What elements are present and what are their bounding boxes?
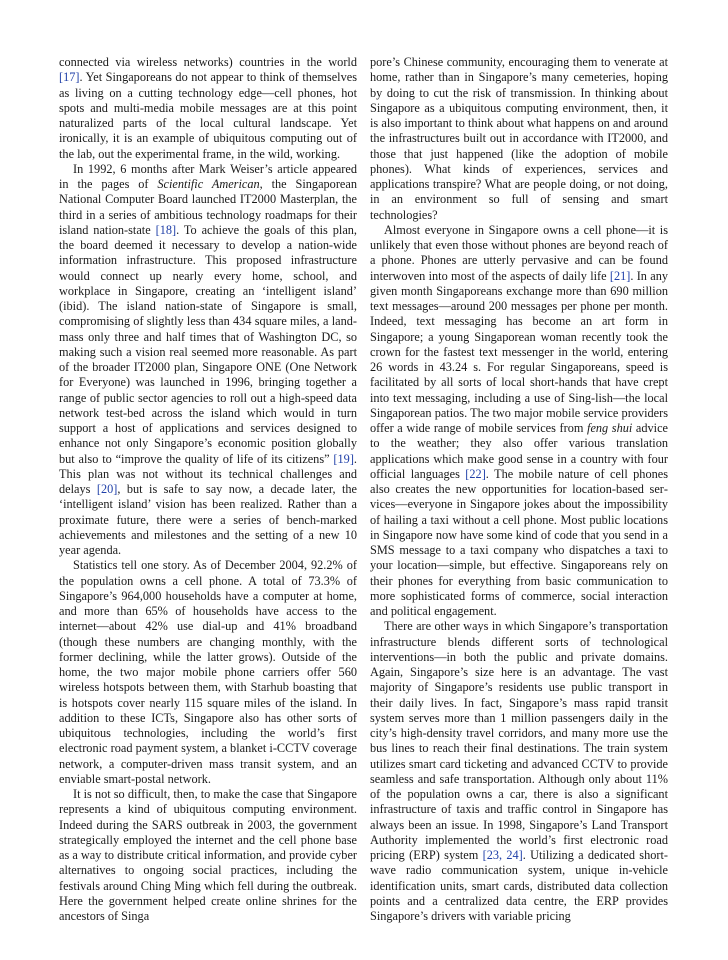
paragraph: Statistics tell one story. As of December 2004, 92.2% of the population owns a cell phone. A total of 73.3% of Singapore’s 964,000 households have a computer at home, and more than 65% of households have access to the internet—about 42% use dial-up and 41% broadband (though these numbers are changing monthly, with the former declining, while the latter grows). Outside of the home, the two major mobile phone carriers offer 560 wireless hotspots between them, with Starhub boasting that is hotspots cover nearly 115 square miles of the island. In addition to these ICTs, Singapore also has other sorts of ubiquitous technologies, including the world’s first electronic road payment system, a blanket i-CCTV coverage network, a computer-driven mass transit system, and an enviable smart-postal network. (59, 558, 357, 786)
citation-link[interactable]: [19] (333, 451, 354, 466)
paragraph: Almost everyone in Singapore owns a cell phone—it is unlikely that even those without phones are beyond reach of a phone. Phones are utterly pervasive and can be found interwoven into most of the aspects of daily life [21]. In any given month Singaporeans exchange more than 690 million text messages—around 200 messages per phone per month. Indeed, text messaging has become an art form in Singapore; a young Singaporean woman recently took the crown for the fastest text messenger in the world, entering 26 words in 43.24 s. For regular Singaporeans, speed is facilitated by all sorts of local short-hands that have crept into text messaging, including a use of Sing-lish—the local Singaporean patios. The two major mobile service providers offer a wide range of mobile services from feng shui advice to the weather; they also offer various translation applications which make good sense in a country with four official languages [22]. The mobile nature of cell phones also creates the new opportunities for location-based services—everyone in Singapore jokes about the impossibility of hailing a taxi without a cell phone. Most public locations in Singapore now have some kind of code that you send in a SMS message to a taxi company who dispatches a taxi to your location—simple, but effective. Singaporeans rely on their phones for everything from basic communication to more sophisticated forms of commerce, social interaction and political engagement. (370, 222, 668, 618)
right-column (370, 55, 668, 924)
emphasis-term: feng shui (587, 421, 633, 435)
citation-link[interactable]: [22] (465, 466, 486, 481)
paragraph: It is not so difficult, then, to make the case that Singapore represents a kind of ubiquitous computing environment. Indeed during the SARS outbreak in 2003, the government strategically employed the internet and the cell phone base as a way to distribute critical information, and provide cyber alternatives to ongoing social practices, including the festivals around Ching Ming which fell during the outbreak. Here the government helped create online shrines for the ancestors of Singa (59, 787, 357, 923)
left-column (59, 55, 357, 924)
paragraph: In 1992, 6 months after Mark Weiser’s article appeared in the pages of Scientific American, the Singaporean National Computer Board launched IT2000 Masterplan, the third in a series of ambitious technology roadmaps for their island nation-state [18]. To achieve the goals of this plan, the board deemed it necessary to develop a nation-wide information infrastructure. This proposed infrastructure would connect up nearly every home, school, and workplace in Singapore, creating an ‘intelligent island’ (ibid). The island nation-state of Singapore is small, compromising of slightly less than 434 square miles, a land-mass only three and half times that of Washington DC, so making such a vision real seemed more reasonable. As part of the broader IT2000 plan, Singapore ONE (One Network for Everyone) was launched in 1996, bringing together a range of public sector agencies to roll out a high-speed data network test-bed across the island which would in turn support a host of applications and services designed to enhance not only Singapore’s economic position globally but also to “improve the quality of life of its citizens” [19]. This plan was not without its technical challenges and delays [20], but is safe to say now, a decade later, the ‘intelligent island’ vision has been realized. Rather than a proximate future, there were a series of bench-marked achievements and milestones and the setting of a new 10 year agenda. (59, 161, 358, 557)
citation-link[interactable]: [20] (96, 482, 118, 496)
citation-link[interactable]: [23, 24] (482, 848, 523, 862)
journal-title: Scientific American (157, 177, 260, 191)
citation-link[interactable]: [21] (609, 268, 631, 283)
paragraph: connected via wireless networks) countries in the world [17]. Yet Singaporeans do not appear to think of themselves as living on a cutting technology edge—cell phones, hot spots and multi-media mobile messages are at this point naturalized parts of the local cultural landscape. Yet ironically, it is an example of ubiquitous computing out of the lab, out the experimental frame, in the wild, working. (59, 55, 357, 161)
paragraph: There are other ways in which Singapore’s transportation infrastructure blends different sorts of technological interventions—in both the public and private domains. Again, Singapore’s size here is an advantage. The vast majority of Singapore’s residents use public transport in their daily lives. In fact, Singapore’s mass rapid transit system serves more than 1 million passengers daily in the city’s high-density travel corridors, and many more use the bus lines to reach their final destinations. The train system utilizes smart card ticketing and advanced CCTV to provide seamless and safe transportation. Although only about 11% of the population owns a car, there is also a significant infrastructure of taxis and traffic control in Singapore has always been an issue. In 1998, Singapore’s Land Transport Authority implemented the world’s first electronic road pricing (ERP) system [23, 24]. Utilizing a dedicated short-wave radio communication system, unique in-vehicle identification units, smart cards, distributed data collection points and a centralized data centre, the ERP provides Singapore’s drivers with variable pricing (370, 619, 668, 923)
paragraph: pore’s Chinese community, encouraging them to venerate at home, rather than in Singapore’s many cemeteries, hoping by doing to cut the risk of transmission. In thinking about Singapore as a ubiquitous computing environment, then, it is also important to think about what happens on and around the infrastructures built out in accordance with IT2000, and those that just happened (like the adoption of mobile phones). What kinds of experiences, services and applications transpire? What are people doing, or not doing, in an environment so full of sensing and smart technologies? (370, 55, 668, 222)
citation-link[interactable]: [17] (59, 70, 80, 85)
citation-link[interactable]: [18] (155, 222, 177, 237)
